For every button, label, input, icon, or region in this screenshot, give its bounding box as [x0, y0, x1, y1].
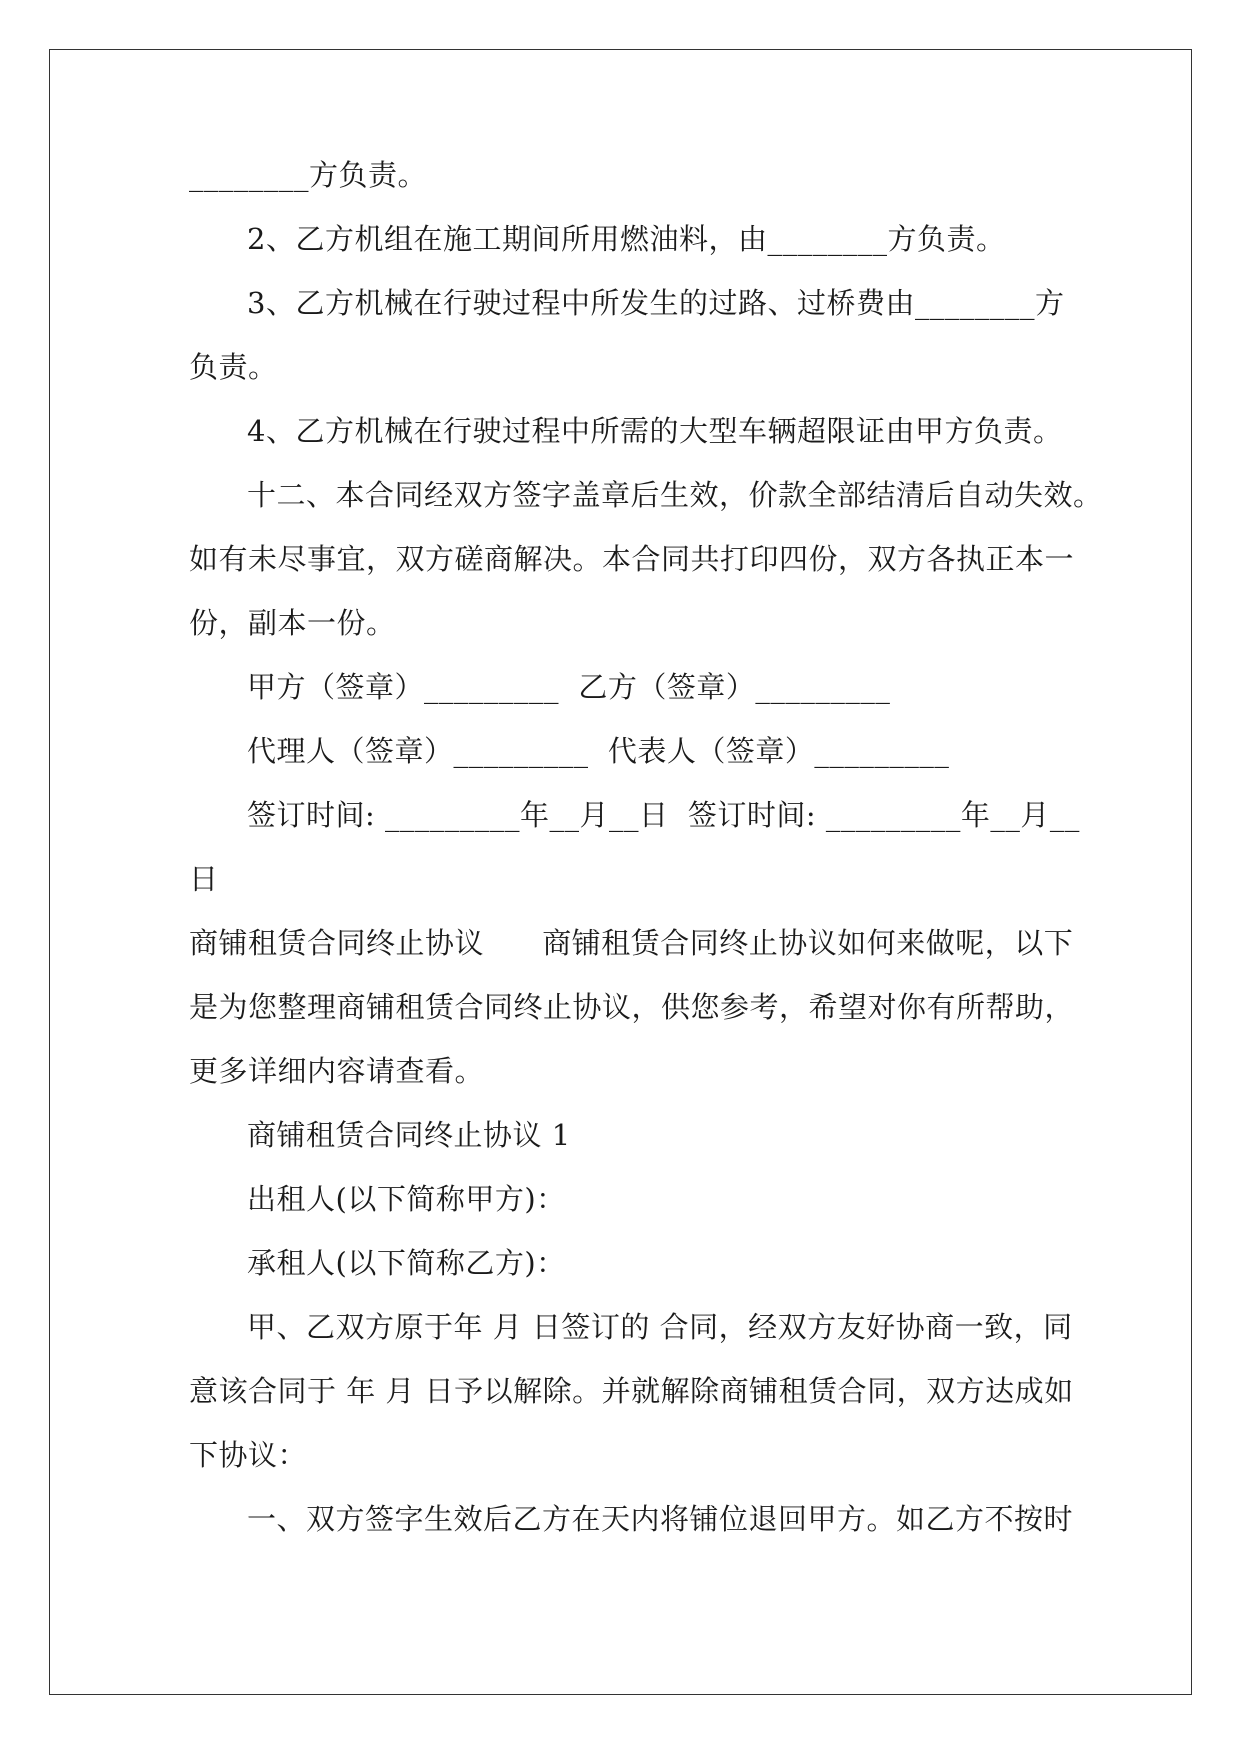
- text-line: 日: [189, 862, 219, 896]
- text-line: 3、乙方机械在行驶过程中所发生的过路、过桥费由________方: [247, 286, 1065, 320]
- text-line: 2、乙方机组在施工期间所用燃油料，由________方负责。: [247, 222, 1006, 256]
- text-line: ________方负责。: [189, 158, 428, 192]
- text-line: 下协议：: [189, 1438, 308, 1472]
- lessee-line: 承租人(以下简称乙方)：: [247, 1246, 566, 1280]
- text-line: 是为您整理商铺租赁合同终止协议，供您参考，希望对你有所帮助，: [189, 990, 1075, 1024]
- text-line: 更多详细内容请查看。: [189, 1054, 485, 1088]
- signature-line: 代理人（签章）_________ 代表人（签章）_________: [247, 734, 950, 768]
- text-line: 负责。: [189, 350, 278, 384]
- lessor-line: 出租人(以下简称甲方)：: [247, 1182, 566, 1216]
- signature-line: 甲方（签章）_________ 乙方（签章）_________: [247, 670, 891, 704]
- text-line: 甲、乙双方原于年 月 日签订的 合同，经双方友好协商一致，同: [247, 1310, 1073, 1344]
- agreement-title: 商铺租赁合同终止协议 1: [247, 1118, 571, 1152]
- text-line: 如有未尽事宜，双方磋商解决。本合同共打印四份，双方各执正本一: [189, 542, 1075, 576]
- text-line: 十二、本合同经双方签字盖章后生效，价款全部结清后自动失效。: [247, 478, 1103, 512]
- section-heading-line: 商铺租赁合同终止协议 商铺租赁合同终止协议如何来做呢，以下: [189, 926, 1074, 960]
- text-line: 份，副本一份。: [189, 606, 396, 640]
- signing-date-line: 签订时间: _________年__月__日 签订时间: _________年__月__: [247, 798, 1080, 832]
- text-line: 一、双方签字生效后乙方在天内将铺位退回甲方。如乙方不按时: [247, 1502, 1074, 1536]
- text-line: 4、乙方机械在行驶过程中所需的大型车辆超限证由甲方负责。: [247, 414, 1063, 448]
- text-line: 意该合同于 年 月 日予以解除。并就解除商铺租赁合同，双方达成如: [189, 1374, 1074, 1408]
